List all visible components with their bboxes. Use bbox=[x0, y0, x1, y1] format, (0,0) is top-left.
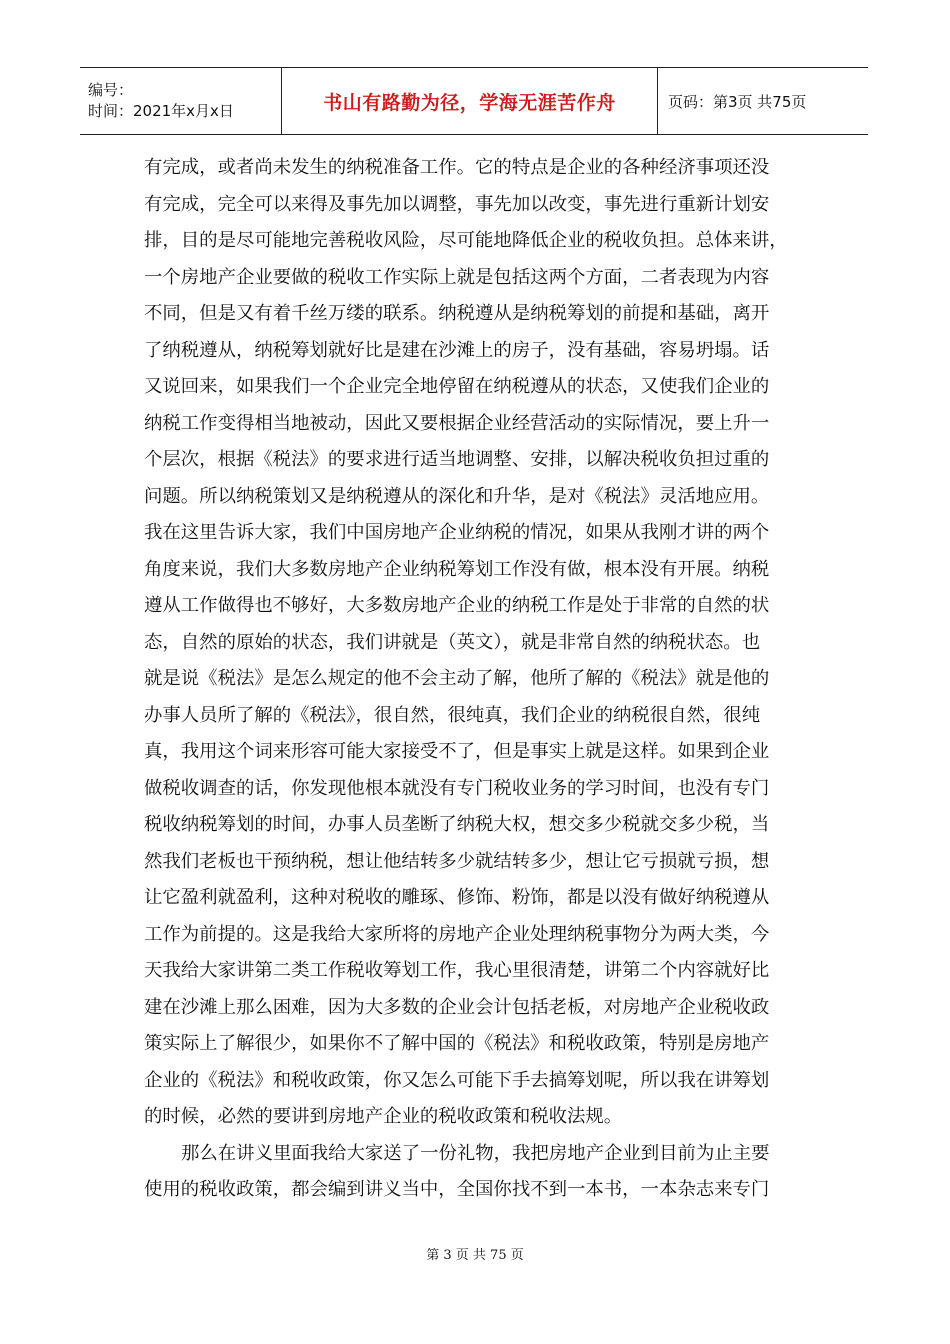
body-line: 我在这里告诉大家，我们中国房地产企业纳税的情况，如果从我刚才讲的两个 bbox=[144, 522, 770, 543]
body-line: 做税收调查的话，你发现他根本就没有专门税收业务的学习时间，也没有专门 bbox=[144, 777, 770, 799]
body-line: 角度来说，我们大多数房地产企业纳税筹划工作没有做，根本没有开展。纳税 bbox=[144, 558, 770, 580]
body-line: 让它盈利就盈利，这种对税收的雕琢、修饰、粉饰，都是以没有做好纳税遵从 bbox=[144, 887, 770, 908]
page-footer bbox=[0, 1244, 950, 1263]
body-line: 了纳税遵从，纳税筹划就好比是建在沙滩上的房子，没有基础，容易坍塌。话 bbox=[144, 339, 770, 361]
body-line: 企业的《税法》和税收政策，你又怎么可能下手去搞筹划呢，所以我在讲筹划 bbox=[144, 1069, 770, 1091]
body-line: 工作为前提的。这是我给大家所将的房地产企业处理纳税事物分为两大类，今 bbox=[144, 923, 770, 945]
body-line: 然我们老板也干预纳税，想让他结转多少就结转多少，想让它亏损就亏损，想 bbox=[144, 850, 770, 872]
body-line: 建在沙滩上那么困难，因为大多数的企业会计包括老板，对房地产企业税收政 bbox=[144, 996, 770, 1018]
body-line: 遵从工作做得也不够好，大多数房地产企业的纳税工作是处于非常的自然的状 bbox=[144, 595, 770, 616]
body-line: 天我给大家讲第二类工作税收筹划工作，我心里很清楚，讲第二个内容就好比 bbox=[144, 960, 770, 981]
body-line: 使用的税收政策，都会编到讲义当中，全国你找不到一本书，一本杂志来专门 bbox=[144, 1179, 770, 1200]
body-line: 办事人员所了解的《税法》，很自然，很纯真，我们企业的纳税很自然，很纯 bbox=[144, 704, 761, 726]
header-motto-cell bbox=[282, 68, 658, 134]
footer-page-number: 第 3 页 共 75 页 bbox=[426, 1248, 524, 1263]
motto-text: 书山有路勤为径，学海无涯苦作舟 bbox=[323, 91, 616, 114]
header-page-cell bbox=[658, 68, 868, 134]
paragraph-first-line: 那么在讲义里面我给大家送了一份礼物，我把房地产企业到目前为止主要 bbox=[181, 1142, 770, 1164]
body-line: 排，目的是尽可能地完善税收风险，尽可能地降低企业的税收负担。总体来讲， bbox=[144, 230, 788, 251]
body-line: 不同，但是又有着千丝万缕的联系。纳税遵从是纳税筹划的前提和基础，离开 bbox=[144, 303, 770, 324]
body-line: 真，我用这个词来形容可能大家接受不了，但是事实上就是这样。如果到企业 bbox=[144, 741, 770, 762]
page-number-label: 页码：第3页 共75页 bbox=[668, 92, 807, 111]
time-label: 时间：2021年x月x日 bbox=[88, 102, 234, 120]
body-line: 问题。所以纳税策划又是纳税遵从的深化和升华，是对《税法》灵活地应用。 bbox=[144, 485, 770, 507]
body-line: 有完成，完全可以来得及事先加以调整，事先加以改变，事先进行重新计划安 bbox=[144, 193, 770, 215]
header-table bbox=[80, 67, 868, 135]
body-line: 就是说《税法》是怎么规定的他不会主动了解，他所了解的《税法》就是他的 bbox=[144, 668, 770, 689]
body-line: 策实际上了解很少，如果你不了解中国的《税法》和税收政策，特别是房地产 bbox=[144, 1033, 770, 1054]
document-body bbox=[144, 150, 802, 1209]
body-line: 又说回来，如果我们一个企业完全地停留在纳税遵从的状态，又使我们企业的 bbox=[144, 376, 770, 397]
body-line: 纳税工作变得相当地被动，因此又要根据企业经营活动的实际情况，要上升一 bbox=[144, 412, 770, 434]
body-line: 一个房地产企业要做的税收工作实际上就是包括这两个方面，二者表现为内容 bbox=[144, 266, 770, 288]
header-meta-cell bbox=[80, 68, 282, 134]
body-line: 税收纳税筹划的时间，办事人员垄断了纳税大权，想交多少税就交多少税，当 bbox=[144, 814, 770, 835]
body-line: 的时候，必然的要讲到房地产企业的税收政策和税收法规。 bbox=[144, 1106, 623, 1127]
body-line: 个层次，根据《税法》的要求进行适当地调整、安排，以解决税收负担过重的 bbox=[144, 449, 770, 470]
body-line: 有完成，或者尚未发生的纳税准备工作。它的特点是企业的各种经济事项还没 bbox=[144, 157, 770, 178]
body-line: 态，自然的原始的状态，我们讲就是（英文），就是非常自然的纳税状态。也 bbox=[144, 631, 761, 653]
code-label: 编号： bbox=[88, 81, 134, 99]
